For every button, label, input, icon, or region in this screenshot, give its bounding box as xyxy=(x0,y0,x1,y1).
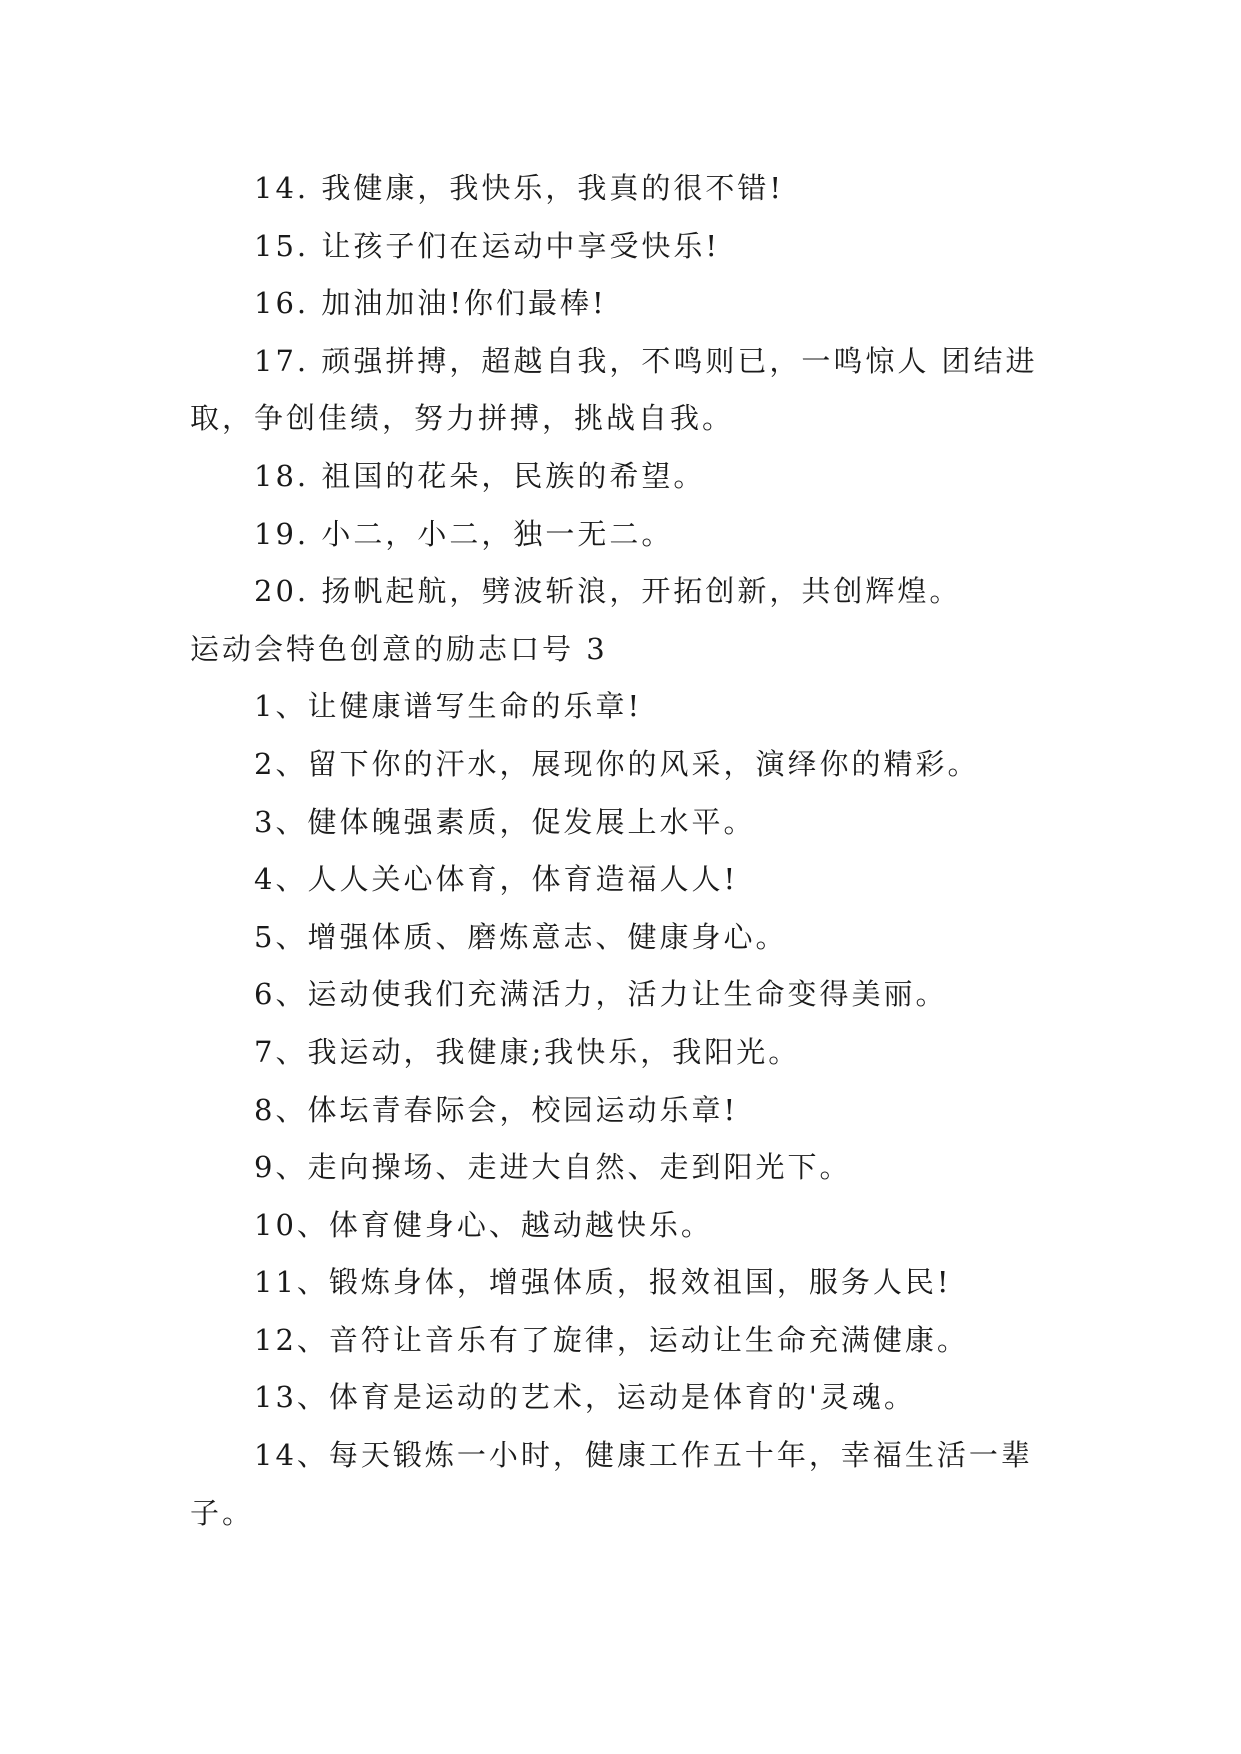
slogan-item: 13、体育是运动的艺术，运动是体育的'灵魂。 xyxy=(254,1380,916,1415)
slogan-item: 11、锻炼身体，增强体质，报效祖国，服务人民! xyxy=(254,1265,952,1300)
slogan-item: 17. 顽强拼搏，超越自我，不鸣则已，一鸣惊人 团结进取，争创佳绩，努力拼搏，挑战自我。 xyxy=(190,343,1038,436)
slogan-item: 4、人人关心体育，体育造福人人! xyxy=(254,862,739,897)
slogan-item: 7、我运动，我健康;我快乐，我阳光。 xyxy=(254,1034,801,1069)
slogan-item: 3、健体魄强素质，促发展上水平。 xyxy=(254,804,756,839)
slogan-item: 2、留下你的汗水，展现你的风采，演绎你的精彩。 xyxy=(254,746,980,781)
slogan-item: 18. 祖国的花朵，民族的希望。 xyxy=(254,458,706,493)
slogan-item: 16. 加油加油!你们最棒! xyxy=(254,286,607,321)
slogan-item: 12、音符让音乐有了旋律，运动让生命充满健康。 xyxy=(254,1322,969,1357)
slogan-item: 19. 小二，小二，独一无二。 xyxy=(254,516,674,551)
slogan-item: 1、让健康谱写生命的乐章! xyxy=(254,689,643,724)
slogan-item: 8、体坛青春际会，校园运动乐章! xyxy=(254,1092,739,1127)
slogan-item: 6、运动使我们充满活力，活力让生命变得美丽。 xyxy=(254,977,948,1012)
section-heading: 运动会特色创意的励志口号 3 xyxy=(190,631,608,666)
slogan-item: 10、体育健身心、越动越快乐。 xyxy=(254,1207,713,1242)
slogan-item: 9、走向操场、走进大自然、走到阳光下。 xyxy=(254,1150,852,1185)
slogan-item: 15. 让孩子们在运动中享受快乐! xyxy=(254,228,720,263)
slogan-item: 5、增强体质、磨炼意志、健康身心。 xyxy=(254,919,788,954)
slogan-item: 14、每天锻炼一小时，健康工作五十年，幸福生活一辈子。 xyxy=(190,1438,1033,1530)
slogan-item: 14. 我健康，我快乐，我真的很不错! xyxy=(254,171,784,205)
document-body xyxy=(190,160,1050,1542)
slogan-item: 20. 扬帆起航，劈波斩浪，开拓创新，共创辉煌。 xyxy=(254,574,962,609)
